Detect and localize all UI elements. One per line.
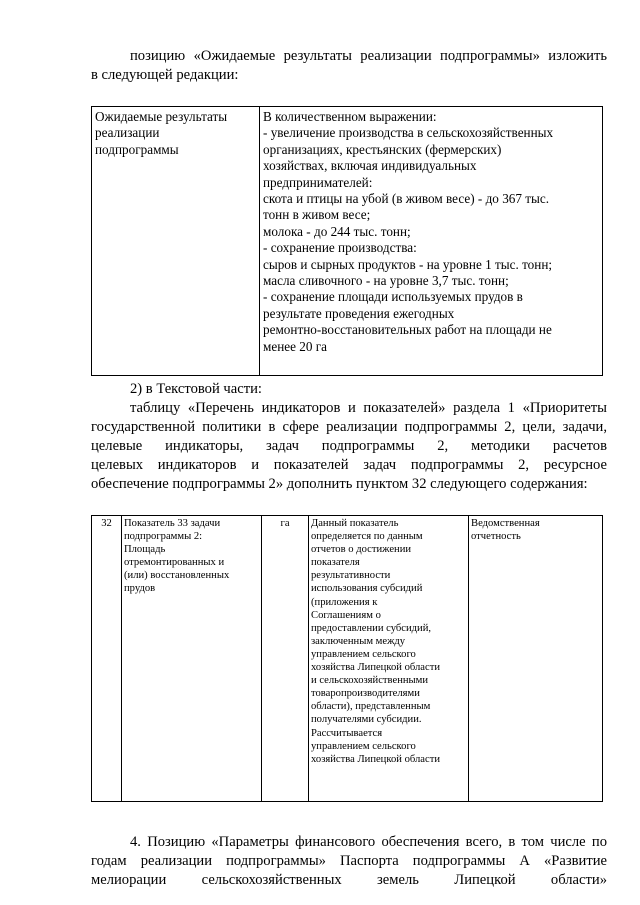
intro-paragraph xyxy=(91,47,607,85)
source-line: Ведомственная xyxy=(471,518,540,529)
method-line: определяется по данным xyxy=(311,531,423,543)
section-2-paragraph xyxy=(91,380,607,494)
name-line: отремонтированных и xyxy=(124,557,225,569)
label-line: реализации xyxy=(95,125,160,141)
name-line: Показатель 33 задачи xyxy=(124,518,221,529)
section-2-line-1: таблицу «Перечень индикаторов и показателей» раздела 1 «Приоритеты xyxy=(130,400,607,416)
intro-line-1: позицию «Ожидаемые результаты реализации подпрограммы» изложить xyxy=(130,48,607,64)
method-line: и сельскохозяйственными xyxy=(311,675,429,687)
intro-line-2: в следующей редакции: xyxy=(91,67,239,83)
content-line: - сохранение производства: xyxy=(263,240,417,256)
method-cell xyxy=(309,516,469,802)
indicator-table xyxy=(91,515,603,802)
section-4-line-2: годам реализации подпрограммы» Паспорта подпрограммы А «Развитие xyxy=(91,853,607,869)
method-line: заключенным между xyxy=(311,635,406,647)
section-2-line-3: целевые индикаторы, задач подпрограммы 2, методики расчетов xyxy=(91,438,607,454)
method-line: (приложения к xyxy=(311,596,378,608)
method-line: Данный показатель xyxy=(311,518,399,529)
method-line: Рассчитывается xyxy=(311,727,383,739)
content-line: хозяйствах, включая индивидуальных xyxy=(263,158,477,174)
method-line: Соглашениям о xyxy=(311,609,381,621)
section-2-line-5: обеспечение подпрограммы 2» дополнить пунктом 32 следующего содержания: xyxy=(91,476,588,492)
method-line: результативности xyxy=(311,570,391,582)
source-line: отчетность xyxy=(471,531,521,543)
content-line: молока - до 244 тыс. тонн; xyxy=(263,223,411,239)
table-row xyxy=(92,516,603,802)
name-line: прудов xyxy=(124,583,156,595)
name-line: Площадь xyxy=(124,544,166,556)
content-line: сыров и сырных продуктов - на уровне 1 тыс. тонн; xyxy=(263,256,553,272)
method-line: отчетов о достижении xyxy=(311,544,412,556)
method-line: хозяйства Липецкой области xyxy=(311,662,440,674)
section-4-line-1: 4. Позицию «Параметры финансового обеспечения всего, в том числе по xyxy=(130,834,607,850)
label-line: Ожидаемые результаты xyxy=(95,109,228,124)
name-line: подпрограммы 2: xyxy=(124,531,203,543)
method-line: товаропроизводителями xyxy=(311,688,420,700)
method-line: хозяйства Липецкой области xyxy=(311,753,440,765)
label-line: подпрограммы xyxy=(95,141,179,157)
section-4-line-3: мелиорации сельскохозяйственных земель Липецкой области» xyxy=(91,872,607,888)
method-line: использования субсидий xyxy=(311,583,423,595)
expected-results-table xyxy=(91,106,603,376)
source-cell xyxy=(469,516,603,802)
content-line: организациях, крестьянских (фермерских) xyxy=(263,141,502,157)
method-line: управлением сельского xyxy=(311,740,416,752)
method-line: предоставлении субсидий, xyxy=(311,622,432,634)
content-line: предпринимателей: xyxy=(263,174,373,190)
content-line: - увеличение производства в сельскохозяйственных xyxy=(263,125,554,141)
content-line: менее 20 га xyxy=(263,338,328,354)
row-number-cell: 32 xyxy=(92,516,122,802)
section-2-line-4: целевых индикаторов и показателей задач подпрограммы 2, ресурсное xyxy=(91,457,607,473)
content-line: масла сливочного - на уровне 3,7 тыс. тонн; xyxy=(263,273,509,289)
method-line: показателя xyxy=(311,557,360,569)
expected-results-content-cell xyxy=(260,107,603,376)
method-line: получателями субсидии. xyxy=(311,714,422,726)
table-row xyxy=(92,107,603,376)
method-line: области), представленным xyxy=(311,701,431,713)
name-line: (или) восстановленных xyxy=(124,570,230,582)
section-2-heading: 2) в Текстовой части: xyxy=(130,381,262,397)
method-line: управлением сельского xyxy=(311,648,416,660)
content-line: скота и птицы на убой (в живом весе) - до 367 тыс. xyxy=(263,191,550,207)
content-line: ремонтно-восстановительных работ на площади не xyxy=(263,322,552,338)
content-line: результате проведения ежегодных xyxy=(263,305,455,321)
section-2-line-2: государственной политики в сфере реализации подпрограммы 2, цели, задачи, xyxy=(91,419,607,435)
unit-cell: га xyxy=(262,516,309,802)
expected-results-label-cell xyxy=(92,107,260,376)
content-line: В количественном выражении: xyxy=(263,109,437,124)
section-4-paragraph xyxy=(91,833,607,890)
content-line: тонн в живом весе; xyxy=(263,207,371,223)
content-line: - сохранение площади используемых прудов в xyxy=(263,289,523,305)
indicator-name-cell xyxy=(122,516,262,802)
